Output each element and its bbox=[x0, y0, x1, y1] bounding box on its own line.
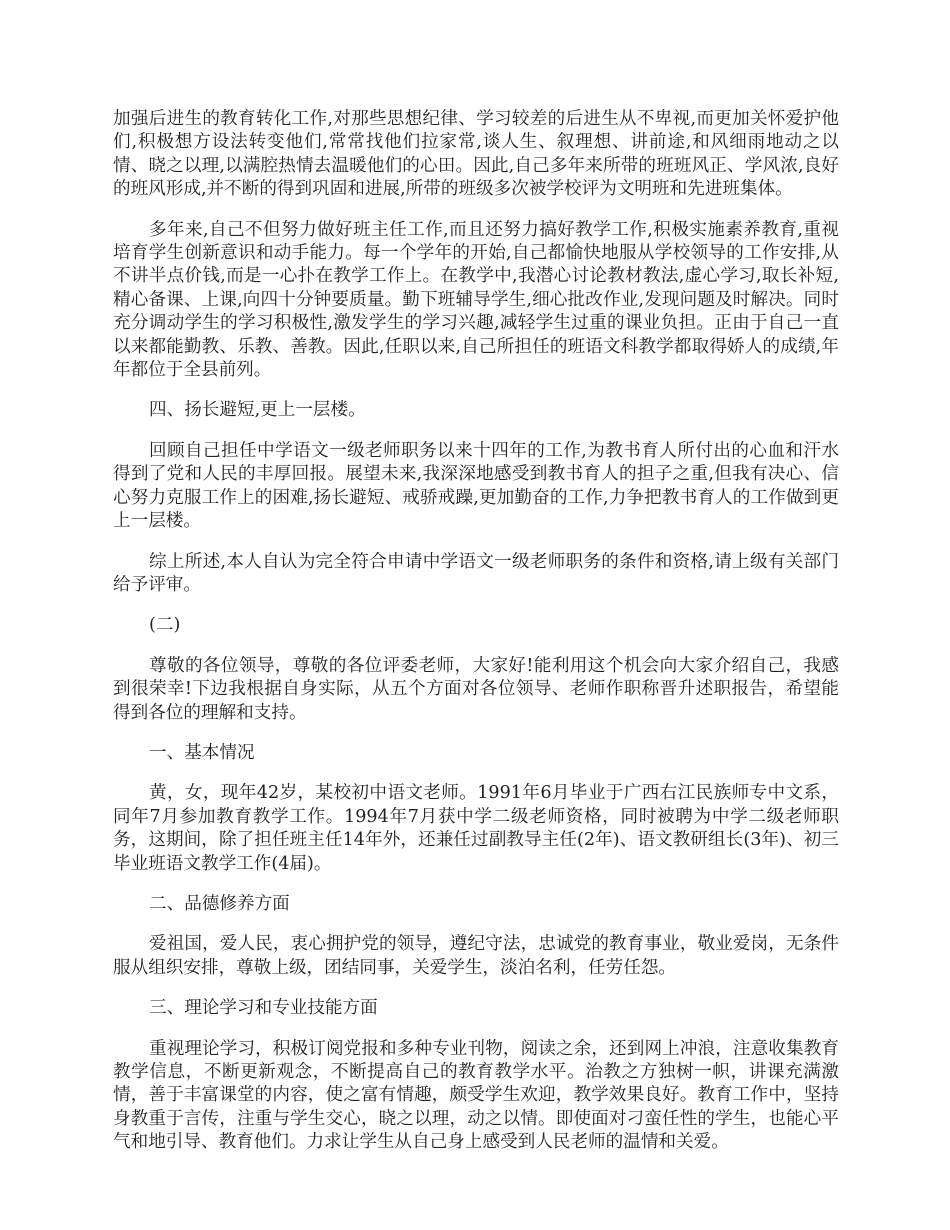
paragraph-7: 尊敬的各位领导，尊敬的各位评委老师，大家好!能利用这个机会向大家介绍自己，我感到很荣幸!下边我根据自身实际，从五个方面对各位领导、老师作职称晋升述职报告，希望能得到各位的理解和支持。 bbox=[113, 655, 839, 723]
part-marker-2: (二) bbox=[149, 615, 181, 636]
paragraph-13: 重视理论学习，积极订阅党报和多种专业刊物，阅读之余，还到网上冲浪，注意收集教育教学信息，不断更新观念，不断提高自己的教育教学水平。治教之方独树一帜，讲课充满激情，善于丰富课堂的内容，使之富有情趣，颇受学生欢迎，教学效果良好。教育工作中，坚持身教重于言传，注重与学生交心，晓之以理，动之以情。即使面对刁蛮任性的学生，也能心平气和地引导、教育他们。力求让学生从自己身上感受到人民老师的温情和关爱。 bbox=[113, 1038, 839, 1153]
paragraph-2: 多年来,自己不但努力做好班主任工作,而且还努力搞好教学工作,积极实施素养教育,重视培育学生创新意识和动手能力。每一个学年的开始,自己都愉快地服从学校领导的工作安排,从不讲半点价钱,而是一心扑在教学工作上。在教学中,我潜心讨论教材教法,虚心学习,取长补短,精心备课、上课,向四十分钟要质量。勤下班辅导学生,细心批改作业,发现问题及时解决。同时充分调动学生的学习积极性,激发学生的学习兴趣,减轻学生过重的课业负担。正由于自己一直以来都能勤教、乐教、善教。因此,任职以来,自己所担任的班语文科教学都取得娇人的成绩,年年都位于全县前列。 bbox=[113, 219, 839, 381]
paragraph-11: 爱祖国，爱人民，衷心拥护党的领导，遵纪守法，忠诚党的教育事业，敬业爱岗，无条件服从组织安排，尊敬上级，团结同事，关爱学生，淡泊名利，任劳任怨。 bbox=[113, 934, 839, 978]
paragraph-5: 综上所述,本人自认为完全符合申请中学语文一级老师职务的条件和资格,请上级有关部门给予评审。 bbox=[113, 551, 839, 595]
section-heading-4: 四、扬长避短,更上一层楼。 bbox=[149, 400, 366, 421]
paragraph-4: 回顾自己担任中学语文一级老师职务以来十四年的工作,为教书育人所付出的心血和汗水得到了党和人民的丰厚回报。展望未来,我深深地感受到教书育人的担子之重,但我有决心、信心努力克服工作上的困难,扬长避短、戒骄戒躁,更加勤奋的工作,力争把教书育人的工作做到更上一层楼。 bbox=[113, 440, 839, 532]
paragraph-1: 加强后进生的教育转化工作,对那些思想纪律、学习较差的后进生从不卑视,而更加关怀爱护他们,积极想方设法转变他们,常常找他们拉家常,谈人生、叙理想、讲前途,和风细雨地动之以情、晓之以理,以满腔热情去温暖他们的心田。因此,自己多年来所带的班班风正、学风浓,良好的班风形成,并不断的得到巩固和进展,所带的班级多次被学校评为文明班和先进班集体。 bbox=[113, 109, 839, 200]
section-heading-1: 一、基本情况 bbox=[149, 742, 255, 763]
section-heading-2: 二、品德修养方面 bbox=[149, 893, 290, 914]
document-body bbox=[113, 108, 839, 1172]
section-heading-3: 三、理论学习和专业技能方面 bbox=[149, 998, 378, 1019]
paragraph-9: 黄，女，现年42岁，某校初中语文老师。1991年6月毕业于广西右江民族师专中文系，同年7月参加教育教学工作。1994年7月获中学二级老师资格，同时被聘为中学二级老师职务，这期间，除了担任班主任14年外，还兼任过副教导主任(2年)、语文教研组长(3年)、初三毕业班语文教学工作(4届)。 bbox=[113, 783, 839, 874]
